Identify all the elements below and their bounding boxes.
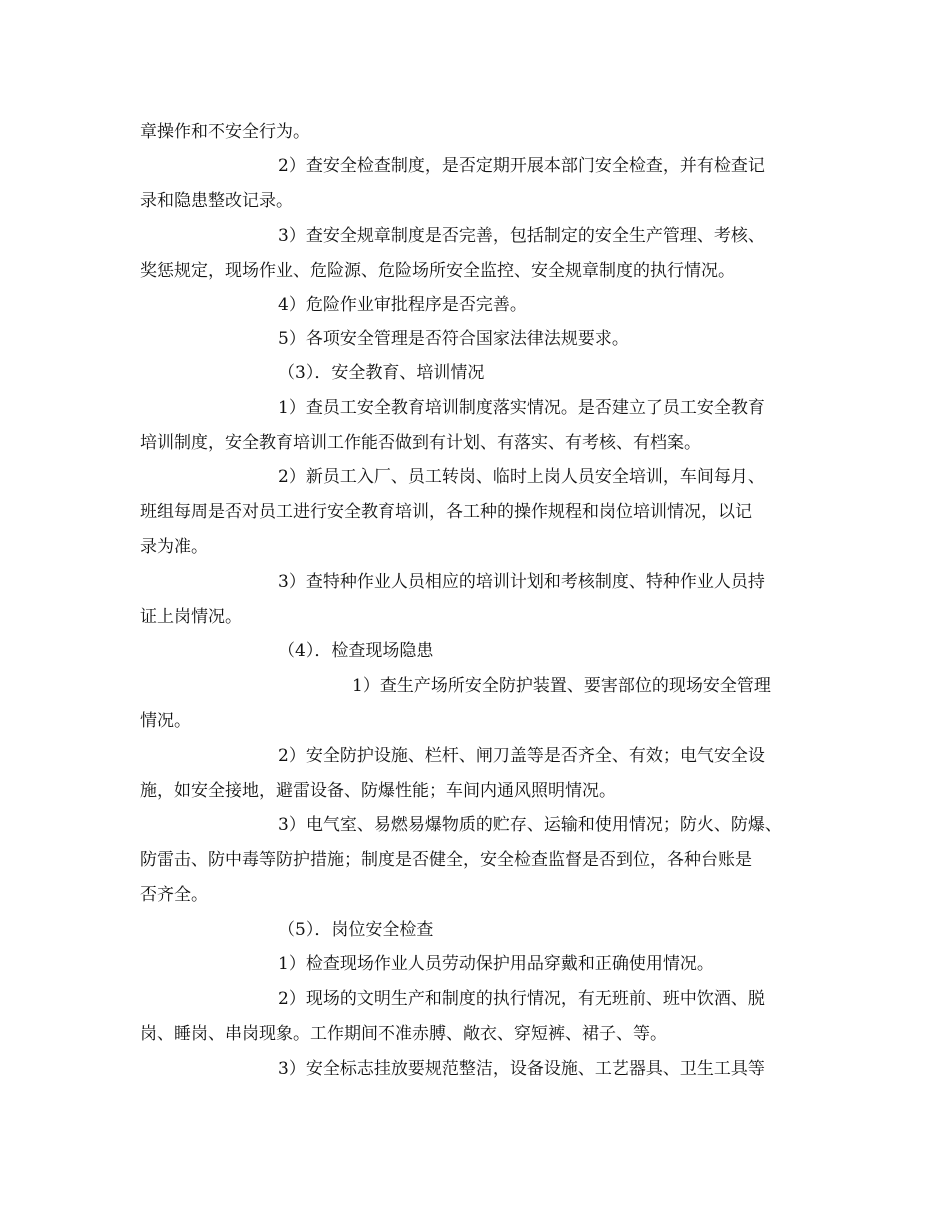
text-line: 4）危险作业审批程序是否完善。 xyxy=(278,295,527,315)
text-line: 施，如安全接地，避雷设备、防爆性能；车间内通风照明情况。 xyxy=(140,781,616,801)
text-line: 2）新员工入厂、员工转岗、临时上岗人员安全培训，车间每月、 xyxy=(278,467,765,487)
text-line: 3）电气室、易燃易爆物质的贮存、运输和使用情况；防火、防爆、 xyxy=(278,815,782,835)
text-line: 1）查生产场所安全防护装置、要害部位的现场安全管理 xyxy=(352,676,771,696)
section-heading: （4）．检查现场隐患 xyxy=(278,641,434,661)
text-line: 2）查安全检查制度，是否定期开展本部门安全检查，并有检查记 xyxy=(278,156,765,176)
text-line: 2）安全防护设施、栏杆、闸刀盖等是否齐全、有效；电气安全设 xyxy=(278,746,765,766)
text-line: 录为准。 xyxy=(140,537,208,557)
text-line: 1）检查现场作业人员劳动保护用品穿戴和正确使用情况。 xyxy=(278,954,714,974)
text-line: 否齐全。 xyxy=(140,885,208,905)
text-line: 防雷击、防中毒等防护措施；制度是否健全，安全检查监督是否到位，各种台账是 xyxy=(140,850,752,870)
section-heading: （5）．岗位安全检查 xyxy=(278,920,434,940)
text-line: 岗、睡岗、串岗现象。工作期间不准赤膊、敞衣、穿短裤、裙子、等。 xyxy=(140,1024,667,1044)
text-line: 录和隐患整改记录。 xyxy=(140,191,293,211)
text-line: 班组每周是否对员工进行安全教育培训，各工种的操作规程和岗位培训情况，以记 xyxy=(140,502,752,522)
text-line: 1）查员工安全教育培训制度落实情况。是否建立了员工安全教育 xyxy=(278,398,765,418)
text-line: 5）各项安全管理是否符合国家法律法规要求。 xyxy=(278,329,629,349)
text-line: 2）现场的文明生产和制度的执行情况，有无班前、班中饮酒、脱 xyxy=(278,989,765,1009)
text-line: 3）查特种作业人员相应的培训计划和考核制度、特种作业人员持 xyxy=(278,572,765,592)
text-line: 章操作和不安全行为。 xyxy=(140,122,310,142)
text-line: 奖惩规定，现场作业、危险源、危险场所安全监控、安全规章制度的执行情况。 xyxy=(140,261,735,281)
text-line: 3）安全标志挂放要规范整洁，设备设施、工艺器具、卫生工具等 xyxy=(278,1059,765,1079)
section-heading: （3）．安全教育、培训情况 xyxy=(278,363,485,383)
text-line: 培训制度，安全教育培训工作能否做到有计划、有落实、有考核、有档案。 xyxy=(140,433,701,453)
text-line: 证上岗情况。 xyxy=(140,607,242,627)
text-line: 情况。 xyxy=(140,711,191,731)
text-line: 3）查安全规章制度是否完善，包括制定的安全生产管理、考核、 xyxy=(278,226,765,246)
